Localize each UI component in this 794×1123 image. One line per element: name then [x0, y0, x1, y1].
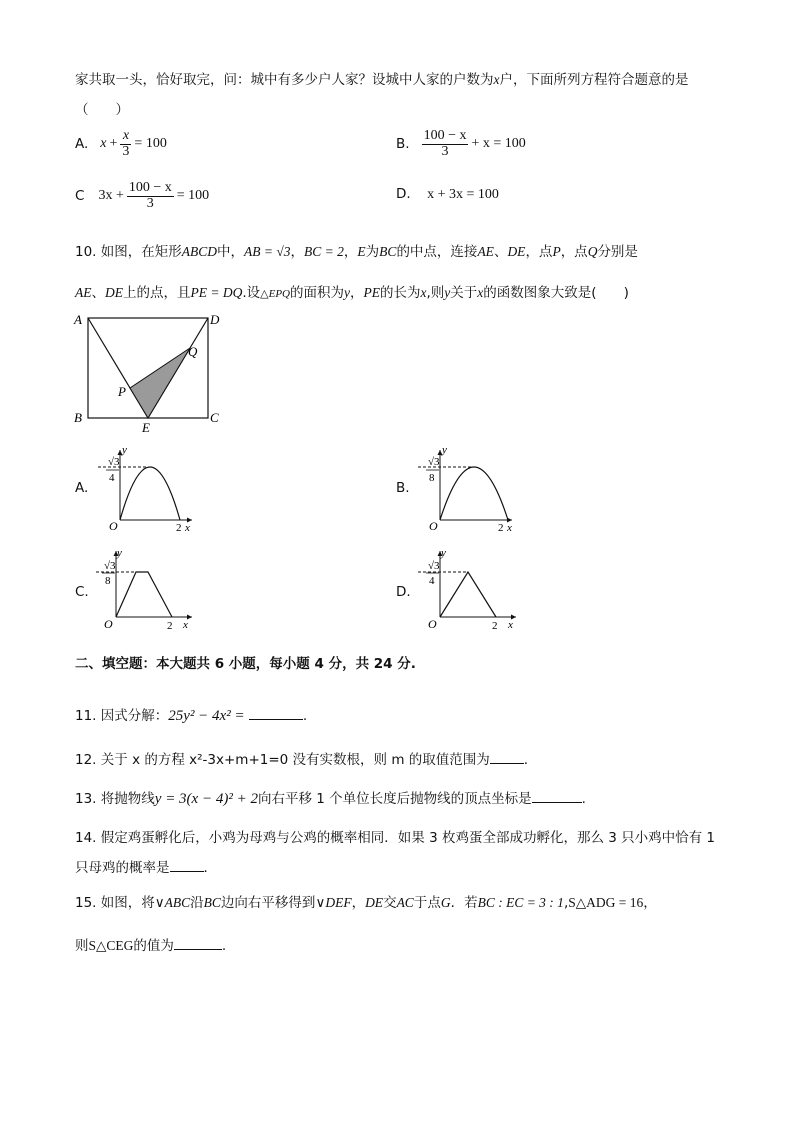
- label-x: x: [508, 619, 513, 631]
- q10-triangle: △EPQ: [260, 288, 290, 300]
- q10-bc: BC = 2: [304, 244, 344, 259]
- label-origin: O: [428, 617, 437, 631]
- option-a-eq: = 100: [134, 136, 167, 151]
- q11: [75, 704, 307, 725]
- q10-text: ,则: [426, 285, 445, 301]
- q15-text: 沿: [190, 895, 204, 911]
- option-c-label: C: [75, 188, 85, 204]
- q15-ratio: BC : EC = 3 : 1: [477, 895, 564, 910]
- answer-blank[interactable]: [170, 871, 204, 872]
- q9-line1: [75, 68, 689, 88]
- q15-line1: [75, 891, 657, 911]
- q10-bc2: BC: [379, 244, 397, 259]
- q10-rectangle-figure: [70, 308, 230, 436]
- q15-text: ．若: [450, 895, 478, 911]
- q15-triangle-abc: ∨ABC: [154, 895, 191, 910]
- q11-end: .: [302, 708, 308, 724]
- q9-var-x: x: [493, 72, 500, 87]
- q10-text: 中，: [217, 244, 245, 260]
- q15-text: ,: [563, 895, 569, 911]
- label-two: 2: [176, 522, 182, 532]
- q10-p: P: [552, 244, 561, 259]
- q10-text: 的长为: [380, 285, 421, 301]
- label-two: 2: [167, 620, 173, 632]
- option-a-fraction: [120, 129, 131, 159]
- q15-g: G: [440, 895, 451, 910]
- option-c-eq: = 100: [176, 188, 210, 203]
- q10-text: 、: [91, 285, 105, 301]
- label-y: y: [441, 547, 446, 559]
- label-d: D: [210, 312, 220, 327]
- q15-text: 于点: [413, 895, 441, 911]
- q10-text: .设: [242, 285, 261, 301]
- q9-option-a: [75, 124, 167, 164]
- label-c: C: [210, 410, 219, 425]
- label-p: P: [118, 384, 126, 399]
- q10-ab: AB = √3: [244, 244, 291, 259]
- label-a: A: [74, 312, 82, 327]
- q15-text: 如图，将: [100, 895, 155, 911]
- label-sqrt3: √3: [428, 456, 440, 468]
- q10-graph-a: [92, 440, 202, 532]
- q9-option-c: [75, 176, 209, 216]
- q10-pe: PE: [363, 285, 380, 300]
- q10-option-c-label: C.: [75, 584, 89, 600]
- q11-expression: 25y² − 4x² =: [168, 708, 245, 724]
- piecewise-graph: [116, 572, 172, 617]
- q9-paren: （ ）: [75, 102, 129, 118]
- q10-ae: AE: [75, 285, 92, 300]
- label-two: 2: [498, 522, 504, 532]
- q10-y: y: [444, 285, 451, 300]
- q15-text: 则: [75, 938, 89, 954]
- label-y: y: [122, 444, 127, 456]
- section-heading: 二、填空题：本大题共 6 小题，每小题 4 分，共 24 分.: [75, 656, 416, 672]
- label-origin: O: [429, 519, 438, 532]
- q10-text: 为: [365, 244, 380, 260]
- parabola-curve: [440, 467, 508, 520]
- option-b-fraction: [422, 129, 469, 159]
- q10-text: ，: [290, 244, 305, 260]
- q15-de: DE: [365, 895, 384, 910]
- q10-number: 10.: [75, 244, 97, 260]
- q10-q: Q: [587, 244, 598, 259]
- q10-text: ，: [350, 285, 364, 301]
- q15-number: 15.: [75, 895, 97, 911]
- q10-text: 的面积为: [290, 285, 344, 301]
- q10-text: ，点: [525, 244, 553, 260]
- q12-number: 12.: [75, 752, 97, 768]
- triangle-graph: [440, 572, 496, 617]
- label-q: Q: [188, 344, 198, 359]
- q10-de: DE: [507, 244, 526, 259]
- q13-text: 向右平移 1 个单位长度后抛物线的顶点坐标是: [257, 791, 532, 807]
- q12-end: .: [523, 752, 529, 768]
- q10-line2: [75, 281, 629, 301]
- q13: [75, 787, 586, 808]
- option-b-rest: + x = 100: [471, 136, 526, 151]
- q10-text: 、: [493, 244, 508, 260]
- q15-text: 交: [383, 895, 397, 911]
- q9-option-d: [396, 186, 499, 203]
- label-sqrt3: √3: [104, 560, 116, 572]
- q13-expression: y = 3(x − 4)² + 2: [154, 791, 258, 807]
- q15-text: ，: [643, 895, 657, 911]
- q15-area-ceg: S△CEG: [88, 938, 134, 953]
- q15-text: 边向右平移得到: [220, 895, 316, 911]
- q10-text: 分别是: [597, 244, 638, 260]
- q10-y: y: [344, 285, 350, 300]
- answer-blank[interactable]: [249, 719, 303, 720]
- label-denominator: 8: [429, 472, 435, 484]
- label-x: x: [185, 522, 190, 532]
- fraction-denominator: 3: [122, 143, 130, 159]
- label-x: x: [183, 619, 188, 631]
- q14-line1: [75, 826, 715, 846]
- q14-text: 只母鸡的概率是: [75, 860, 170, 876]
- q9-text-end: 户，下面所列方程符合题意的是: [499, 72, 689, 88]
- q10-text: ，点: [560, 244, 588, 260]
- q12-text: 关于 x 的方程 x²-3x+m+1=0 没有实数根，则 m 的取值范围为: [100, 752, 490, 768]
- q10-text: 如图，在矩形: [100, 244, 182, 260]
- label-origin: O: [104, 617, 113, 631]
- q13-text: 将抛物线: [100, 791, 155, 807]
- fraction-denominator: 3: [146, 195, 154, 211]
- q10-text: 关于: [450, 285, 478, 301]
- q13-number: 13.: [75, 791, 97, 807]
- q10-graph-b: [412, 440, 522, 532]
- parabola-curve: [120, 467, 180, 520]
- option-a-label: A.: [75, 136, 89, 152]
- q10-text: 上的点，且: [123, 285, 191, 301]
- q10-text: ，: [343, 244, 358, 260]
- label-denominator: 4: [429, 575, 435, 587]
- q10-graph-d: [412, 545, 522, 635]
- q15-end: .: [221, 938, 227, 954]
- q10-option-b-label: B.: [396, 480, 410, 496]
- q10-x: x: [477, 285, 484, 300]
- q10-e: E: [357, 244, 366, 259]
- option-a-x: x: [100, 136, 107, 151]
- answer-blank[interactable]: [174, 949, 222, 950]
- q15-area-adg: S△ADG = 16: [568, 895, 644, 910]
- q15-text: 的值为: [133, 938, 174, 954]
- q15-bc: BC: [203, 895, 221, 910]
- q10-ae: AE: [477, 244, 494, 259]
- q14-end: ．: [203, 860, 217, 876]
- answer-blank[interactable]: [532, 802, 582, 803]
- q9-text: 家共取一头，恰好取完，问：城中有多少户人家？设城中人家的户数为: [75, 72, 494, 88]
- q11-text: 因式分解：: [100, 708, 169, 724]
- q10-text: 的函数图象大致是( ): [483, 285, 629, 301]
- option-b-label: B.: [396, 136, 410, 152]
- q10-abcd: ABCD: [181, 244, 218, 259]
- label-two: 2: [492, 620, 498, 632]
- label-sqrt3: √3: [108, 456, 120, 468]
- label-sqrt3: √3: [428, 560, 440, 572]
- option-d-label: D.: [396, 186, 411, 202]
- q15-triangle-def: ∨DEF: [315, 895, 352, 910]
- fraction-numerator: 100 − x: [128, 179, 172, 195]
- q10-de: DE: [105, 285, 123, 300]
- q10-x: x: [420, 285, 427, 300]
- q10-graph-c: [92, 545, 202, 635]
- triangle-epq: [130, 348, 190, 418]
- label-b: B: [74, 410, 82, 425]
- fraction-numerator: 100 − x: [423, 127, 467, 143]
- option-a-plus: +: [109, 136, 118, 151]
- q10-option-d-label: D.: [396, 584, 411, 600]
- q14-number: 14.: [75, 830, 97, 846]
- q10-line1: [75, 240, 638, 260]
- q12: [75, 748, 528, 768]
- option-c-left: 3x +: [98, 188, 124, 203]
- q14-line2: [75, 856, 217, 876]
- q15-text: ，: [351, 895, 366, 911]
- label-e: E: [142, 420, 150, 435]
- q10-text: 的中点，连接: [396, 244, 478, 260]
- label-denominator: 4: [109, 472, 115, 484]
- label-x: x: [507, 522, 512, 532]
- q13-end: .: [581, 791, 586, 807]
- fraction-numerator: x: [120, 129, 131, 145]
- q10-pe-dq: PE = DQ: [190, 285, 243, 300]
- option-d-expr: x + 3x = 100: [427, 187, 499, 202]
- q15-ac: AC: [396, 895, 414, 910]
- q15-line2: [75, 934, 226, 954]
- label-y: y: [117, 547, 122, 559]
- fraction-denominator: 3: [441, 143, 449, 159]
- option-c-fraction: [127, 181, 174, 211]
- q14-text: 假定鸡蛋孵化后，小鸡为母鸡与公鸡的概率相同．如果 3 枚鸡蛋全部成功孵化，那么 3 只小鸡中恰有 1: [100, 830, 716, 846]
- answer-blank[interactable]: [490, 763, 524, 764]
- label-origin: O: [109, 519, 118, 532]
- q10-option-a-label: A.: [75, 480, 89, 496]
- q11-number: 11.: [75, 708, 97, 724]
- label-denominator: 8: [105, 575, 111, 587]
- label-y: y: [442, 444, 447, 456]
- q9-option-b: [396, 124, 526, 164]
